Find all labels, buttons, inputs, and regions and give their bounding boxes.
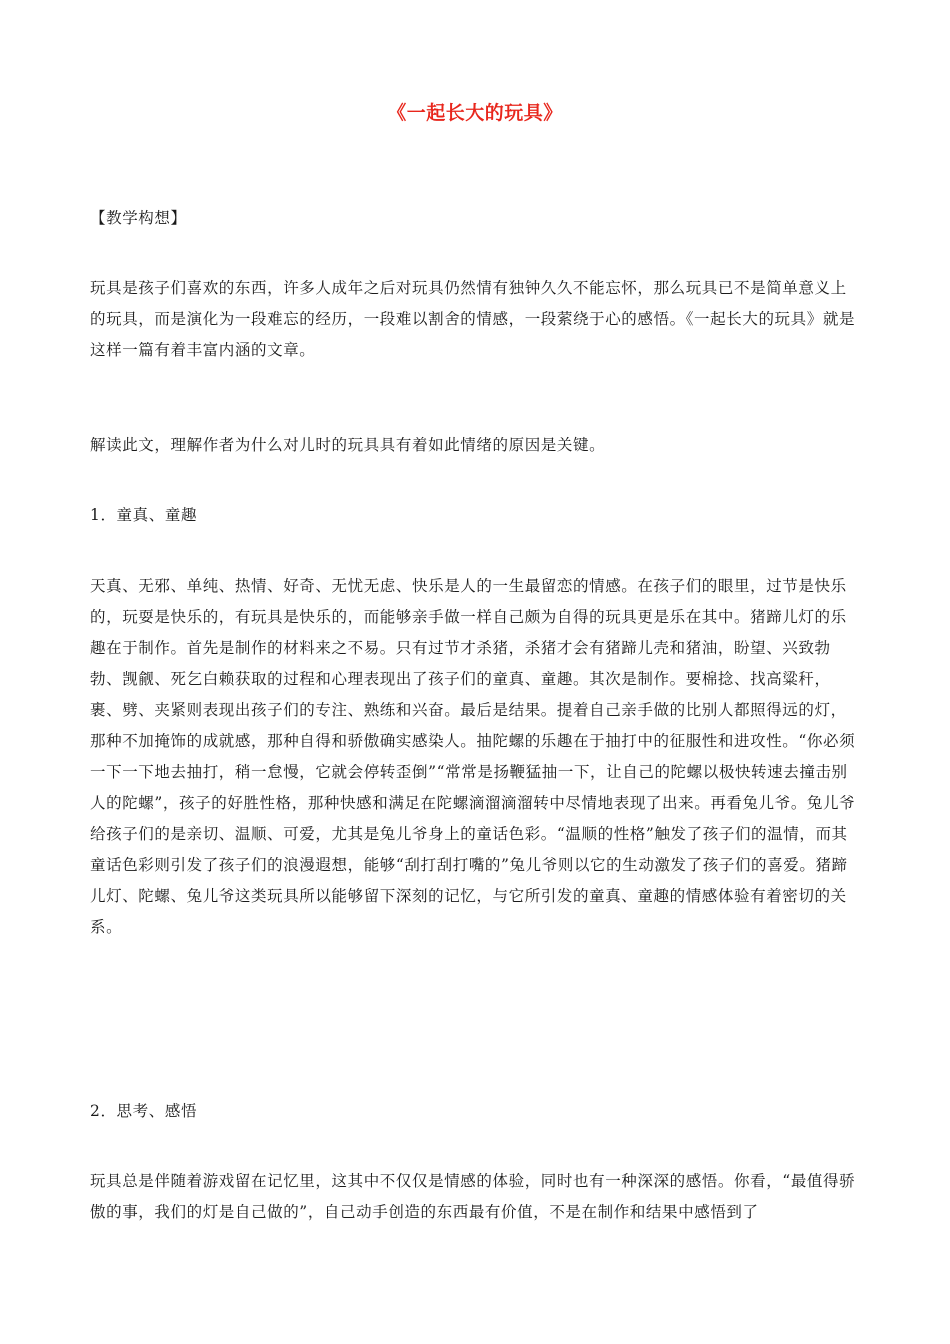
design-heading: 【教学构想】 <box>90 209 187 227</box>
key-paragraph: 解读此文，理解作者为什么对儿时的玩具具有着如此情绪的原因是关键。 <box>90 436 606 454</box>
intro-paragraph: 玩具是孩子们喜欢的东西，许多人成年之后对玩具仍然情有独钟久久不能忘怀，那么玩具已不是简单意义上的玩具，而是演化为一段难忘的经历，一段难以割舍的情感，一段萦绕于心的感悟。《一起长大的玩具》就是这样一篇有着丰富内涵的文章。 <box>90 279 856 359</box>
section2-paragraph: 玩具总是伴随着游戏留在记忆里，这其中不仅仅是情感的体验，同时也有一种深深的感悟。你看，“最值得骄傲的事，我们的灯是自己做的”，自己动手创造的东西最有价值，不是在制作和结果中感悟到了 <box>90 1172 856 1221</box>
section2-heading: 2．思考、感悟 <box>90 1102 198 1120</box>
section1-heading: 1．童真、童趣 <box>90 506 198 524</box>
document-title: 《一起长大的玩具》 <box>387 102 563 124</box>
section1-paragraph: 天真、无邪、单纯、热情、好奇、无忧无虑、快乐是人的一生最留恋的情感。在孩子们的眼里，过节是快乐的，玩耍是快乐的，有玩具是快乐的，而能够亲手做一样自己颇为自得的玩具更是乐在其中。猪蹄儿灯的乐趣在于制作。首先是制作的材料来之不易。只有过节才杀猪，杀猪才会有猪蹄儿壳和猪油，盼望、兴致勃勃、觊觎、死乞白赖获取的过程和心理表现出了孩子们的童真、童趣。其次是制作。要棉捻、找高粱秆，裹、劈、夹紧则表现出孩子们的专注、熟练和兴奋。最后是结果。提着自己亲手做的比别人都照得远的灯，那种不加掩饰的成就感，那种自得和骄傲确实感染人。抽陀螺的乐趣在于抽打中的征服性和进攻性。“你必须一下一下地去抽打，稍一怠慢，它就会停转歪倒”“常常是扬鞭猛抽一下，让自己的陀螺以极快转速去撞击别人的陀螺”，孩子的好胜性格，那种快感和满足在陀螺滴溜滴溜转中尽情地表现了出来。再看兔儿爷。兔儿爷给孩子们的是亲切、温顺、可爱，尤其是兔儿爷身上的童话色彩。“温顺的性格”触发了孩子们的温情，而其童话色彩则引发了孩子们的浪漫遐想，能够“刮打刮打嘴的”兔儿爷则以它的生动激发了孩子们的喜爱。猪蹄儿灯、陀螺、兔儿爷这类玩具所以能够留下深刻的记忆，与它所引发的童真、童趣的情感体验有着密切的关系。 <box>90 577 856 936</box>
